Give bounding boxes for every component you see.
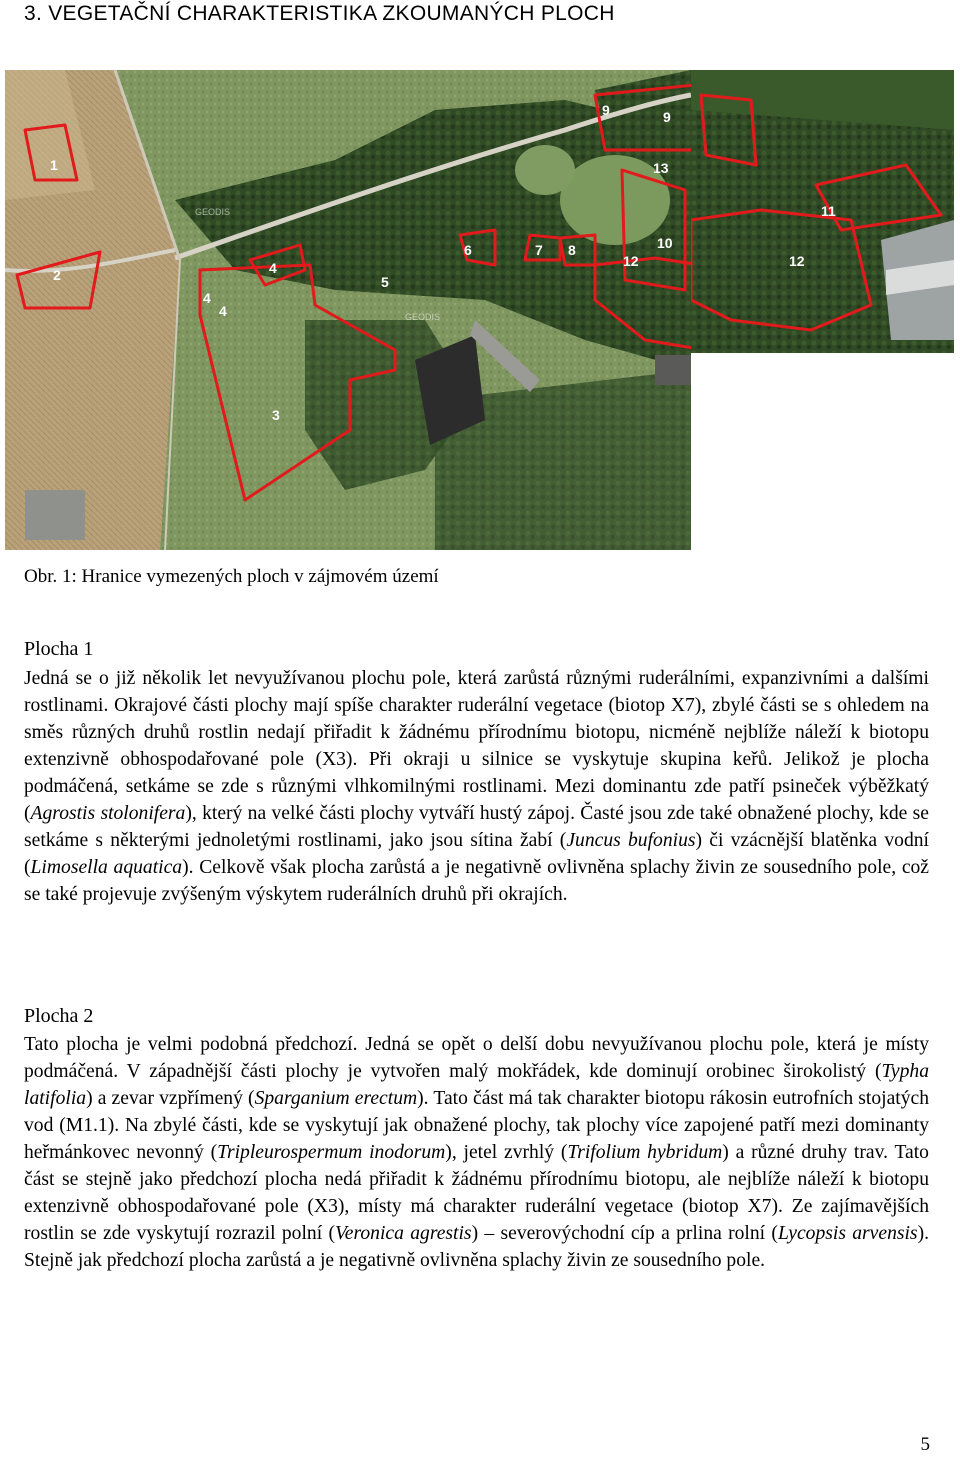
section-heading: 3. VEGETAČNÍ CHARAKTERISTIKA ZKOUMANÝCH PLOCH: [24, 2, 615, 25]
aerial-map-extension: [691, 70, 954, 353]
plot-label-8: 8: [568, 242, 576, 258]
caption-text: Hranice vymezených ploch v zájmovém území: [81, 566, 439, 587]
svg-text:GEODIS: GEODIS: [195, 207, 231, 217]
page-number: 5: [920, 1434, 930, 1455]
plot-label-2: 2: [53, 267, 61, 283]
plot-label-4c: 4: [219, 303, 227, 319]
paragraph-plocha-2: Tato plocha je velmi podobná předchozí. Jedná se opět o delší dobu nevyužívanou plochu pole, která je místy podmáčená. V západnější části plochy je vytvořen malý mokřádek, kde dominují orobinec širokolistý (Typha latifolia) a zevar vzpřímený (Sparganium erectum). Tato část má tak charakter biotopu rákosin eutrofních stojatých vod (M1.1). Na zbylé části, kde se vyskytují jak obnažené plochy, tak plochy více zapojené patří mezi dominanty heřmánkovec nevonný (Tripleurospermum inodorum), jetel zvrhlý (Trifolium hybridum) a různé druhy trav. Tato část se stejně jako předchozí plocha nedá přiřadit k žádnému přírodnímu biotopu, ale nejblíže náleží k biotopu extenzivně obhospodařované pole (X3), místy má charakter ruderální vegetace (biotop X7). Ze zajímavějších rostlin se zde vyskytují rozrazil polní (Veronica agrestis) – severovýchodní cíp a prlina rolní (Lycopsis arvensis). Stejně jak předchozí plocha zarůstá a je negativně ovlivněna splachy živin ze sousedního pole.: [24, 1034, 930, 1271]
plot-label-11: 11: [821, 203, 836, 219]
figure-caption: [24, 566, 439, 588]
plot-label-9b: 9: [663, 109, 671, 125]
plot-label-5: 5: [381, 274, 389, 290]
plot-label-6: 6: [464, 242, 472, 258]
plot-label-1: 1: [50, 157, 58, 173]
plot-label-9a: 9: [602, 102, 610, 118]
plot-label-12a: 12: [623, 253, 639, 269]
paragraph-plocha-1: Jedná se o již několik let nevyužívanou plochu pole, která zarůstá různými ruderálními, expanzivními a dalšími rostlinami. Okrajové části plochy mají spíše charakter ruderální vegetace (biotop X7), zbylé části se s ohledem na směs různých druhů rostlin nedají přiřadit k žádnému přírodnímu biotopu, nicméně nejblíže náleží k biotopu extenzivně obhospodařované pole (X3). Při okraji u silnice se vyskytuje skupina keřů. Jelikož je plocha podmáčená, setkáme se zde s různými vlhkomilnými rostlinami. Mezi dominantu zde patří psineček výběžkatý (Agrostis stolonifera), který na velké části plochy vytváří hustý zápoj. Časté jsou zde také obnažené plochy, kde se setkáme s některými jednoletými rostlinami, jako jsou sítina žabí (Juncus bufonius) či vzácnější blatěnka vodní (Limosella aquatica). Celkově však plocha zarůstá a je negativně ovlivněna splachy živin ze sousedního pole, což se také projevuje zvýšeným výskytem ruderálních druhů při okrajích.: [24, 668, 930, 905]
plot-label-12b: 12: [789, 253, 805, 269]
plot-label-4a: 4: [269, 260, 277, 276]
plot-label-4b: 4: [203, 290, 211, 306]
caption-label: Obr. 1:: [24, 566, 77, 587]
aerial-map-image: [5, 70, 691, 550]
aerial-map: [5, 70, 691, 550]
section-title-plocha-1: Plocha 1: [24, 638, 94, 660]
plot-label-7: 7: [535, 242, 543, 258]
plot-label-13: 13: [653, 160, 669, 176]
plot-label-3: 3: [272, 407, 280, 423]
plot-label-10: 10: [657, 235, 673, 251]
watermark: GEODIS: [405, 312, 441, 322]
section-title-plocha-2: Plocha 2: [24, 1005, 94, 1027]
